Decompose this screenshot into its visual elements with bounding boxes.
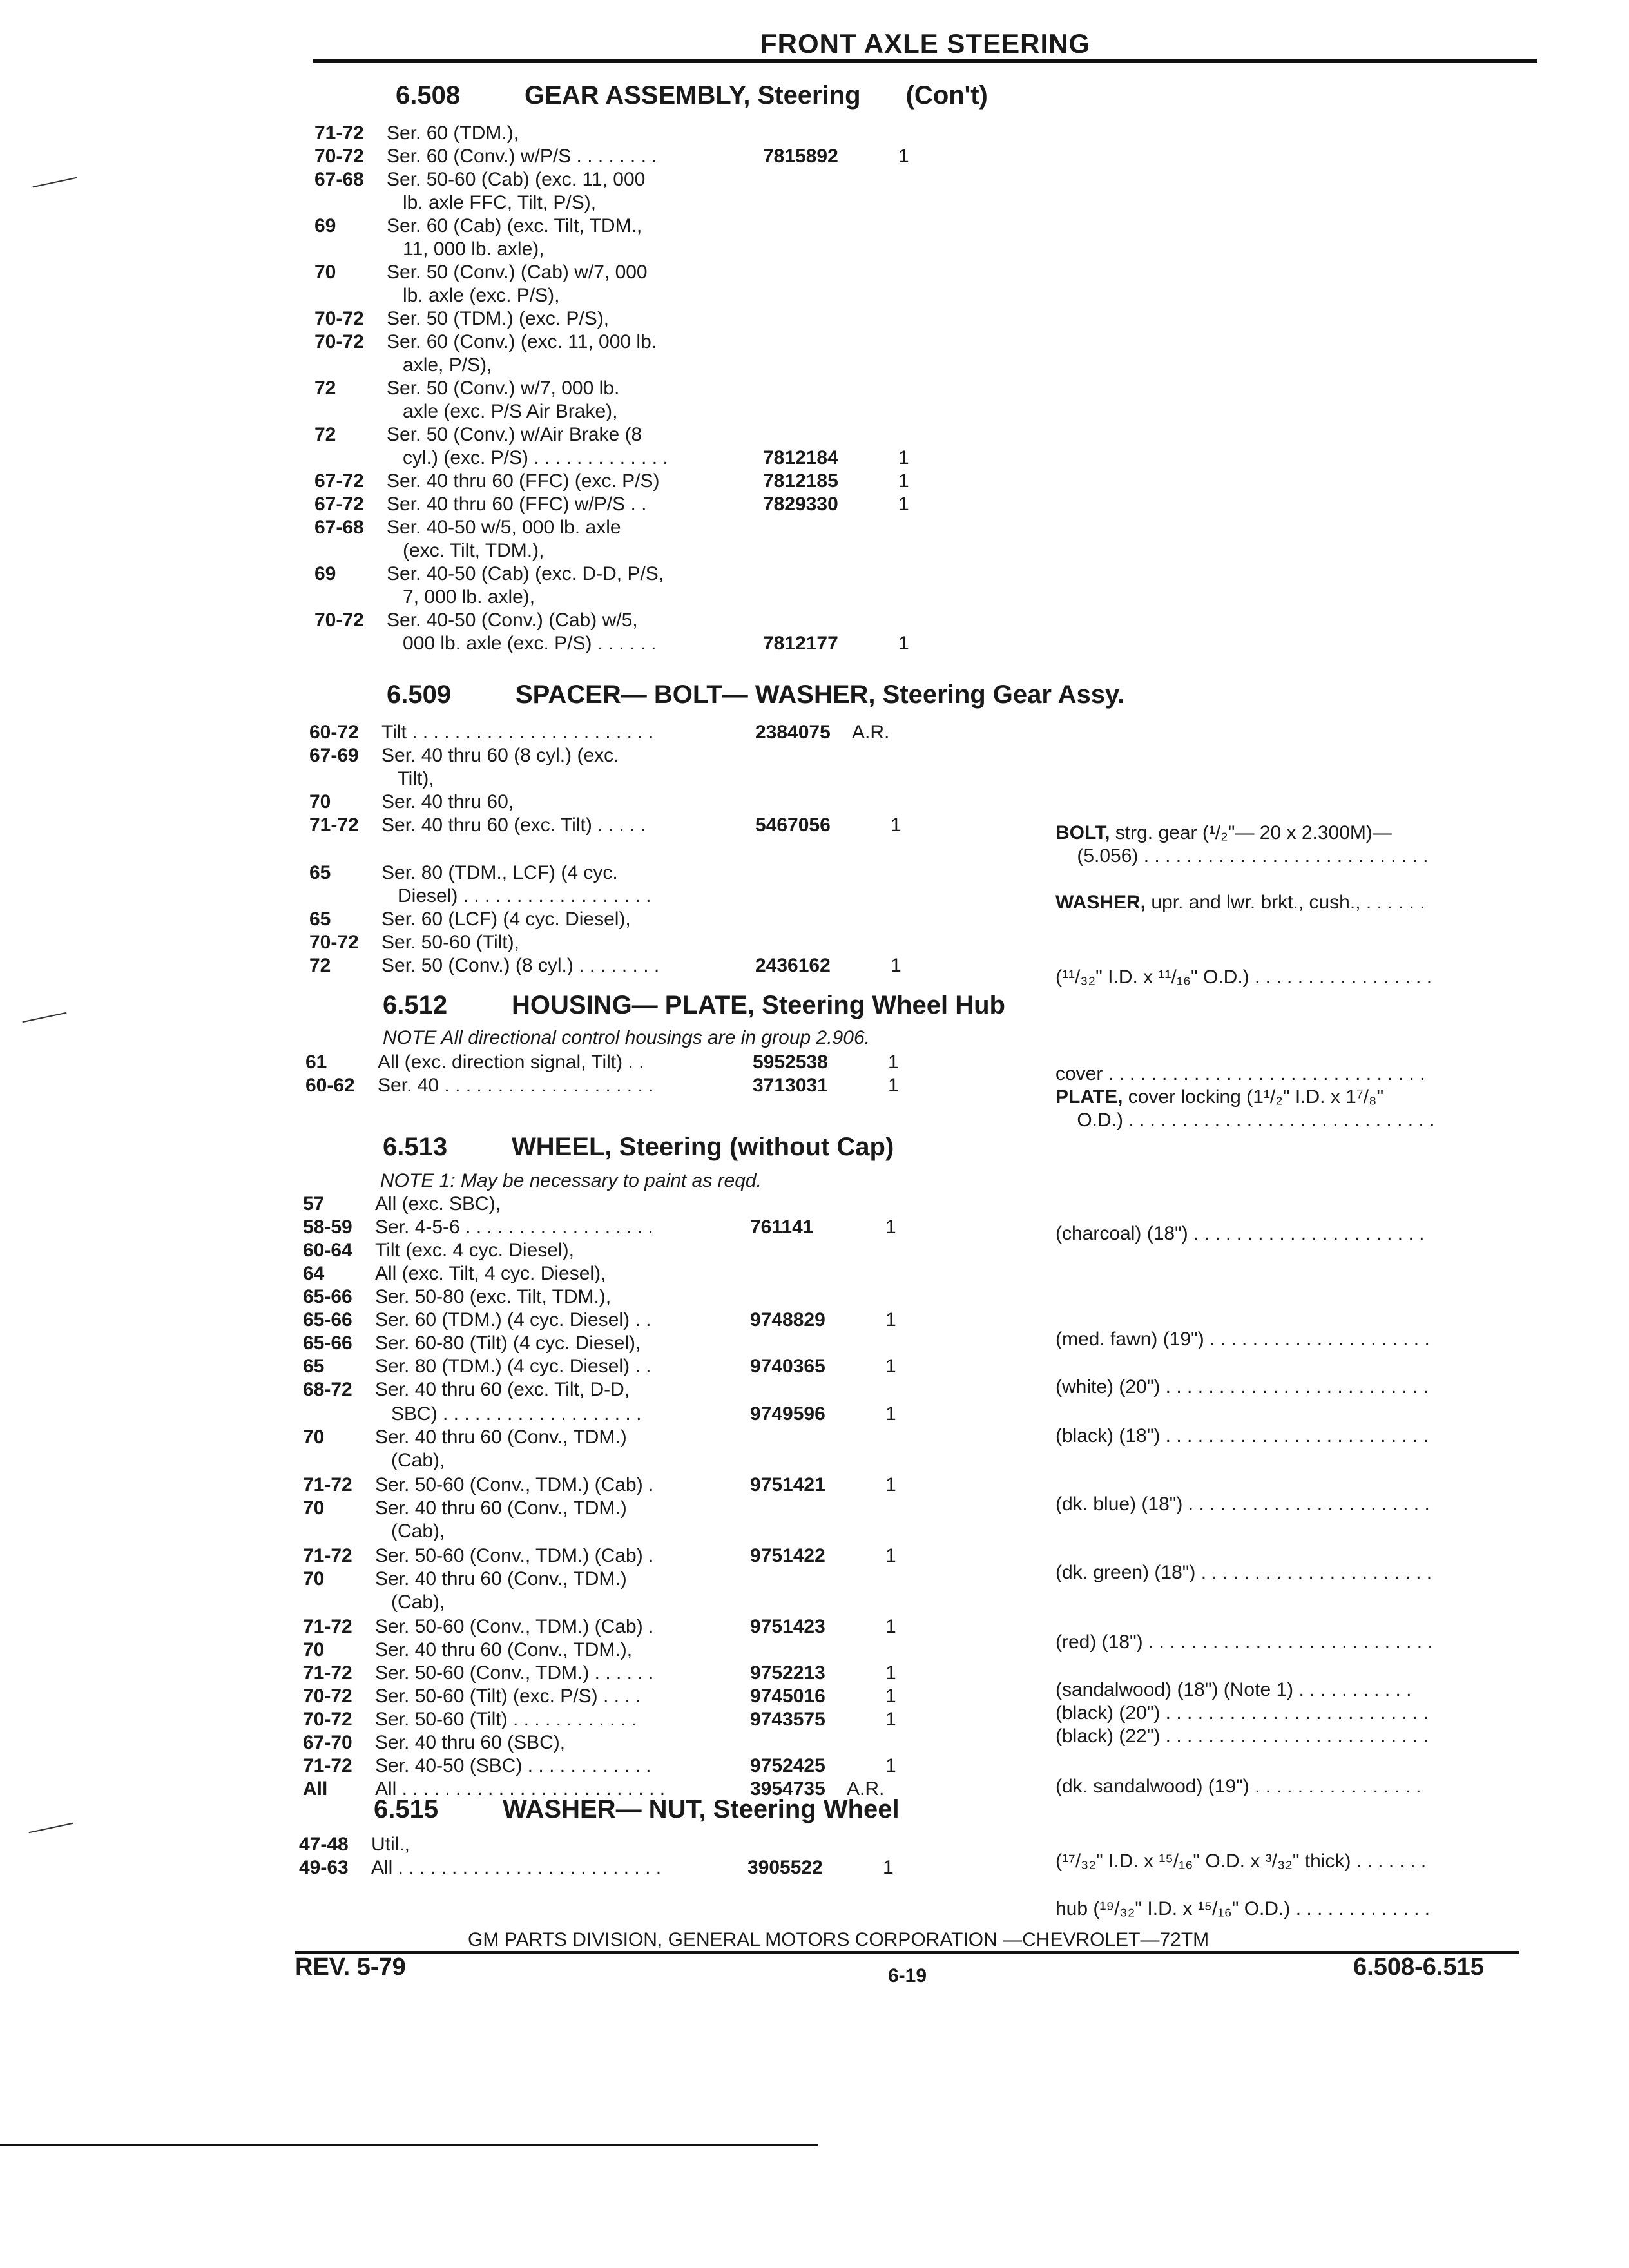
part-line bbox=[314, 586, 535, 608]
quantity: 1 bbox=[898, 470, 909, 492]
part-name: WASHER, bbox=[1055, 892, 1146, 913]
part-application: Ser. 60 (Cab) (exc. Tilt, TDM., bbox=[387, 215, 642, 236]
model-years: 69 bbox=[314, 215, 336, 236]
part-application: All (exc. SBC), bbox=[375, 1193, 501, 1215]
part-line bbox=[303, 1616, 653, 1638]
quantity: 1 bbox=[885, 1686, 896, 1707]
part-line bbox=[303, 1568, 627, 1590]
model-years: 64 bbox=[303, 1263, 325, 1284]
part-number: 3713031 bbox=[753, 1075, 828, 1096]
part-spec: strg. gear (¹/₂"— 20 x 2.300M)— bbox=[1110, 822, 1392, 843]
section-number: 6.513 bbox=[383, 1133, 448, 1161]
part-line bbox=[303, 1356, 651, 1378]
footer-division: GM PARTS DIVISION, GENERAL MOTORS CORPORATION —CHEVROLET—72TM bbox=[468, 1929, 1210, 1950]
section-title: SPACER— BOLT— WASHER, Steering Gear Assy. bbox=[516, 680, 1125, 709]
part-line bbox=[303, 1263, 606, 1285]
part-description bbox=[1055, 845, 1428, 867]
model-years: 71-72 bbox=[303, 1545, 352, 1566]
part-description bbox=[1055, 1679, 1412, 1701]
section-6-515-heading bbox=[374, 1795, 900, 1824]
quantity: 1 bbox=[885, 1545, 896, 1566]
part-line bbox=[303, 1686, 641, 1707]
model-years: 71-72 bbox=[303, 1755, 352, 1776]
part-application: Ser. 50-60 (Conv., TDM.) (Cab) . bbox=[375, 1545, 654, 1566]
part-number: 5952538 bbox=[753, 1052, 828, 1073]
model-years: 47-48 bbox=[299, 1834, 349, 1855]
part-application: (Cab), bbox=[375, 1450, 445, 1471]
part-line bbox=[314, 447, 668, 469]
part-application: All . . . . . . . . . . . . . . . . . . . . . . . . . bbox=[375, 1778, 666, 1800]
part-application: axle (exc. P/S Air Brake), bbox=[387, 401, 618, 422]
part-number: 2436162 bbox=[755, 955, 831, 976]
part-spec: (black) (18") . . . . . . . . . . . . . . . . . . . . . . . . . bbox=[1055, 1425, 1429, 1446]
part-line bbox=[314, 308, 609, 330]
part-line bbox=[303, 1497, 627, 1519]
quantity: A.R. bbox=[852, 722, 890, 743]
part-line bbox=[309, 932, 519, 954]
model-years: 65-66 bbox=[303, 1286, 352, 1307]
model-years: 69 bbox=[314, 563, 336, 584]
part-application: All (exc. Tilt, 4 cyc. Diesel), bbox=[375, 1263, 606, 1284]
quantity: 1 bbox=[885, 1403, 896, 1425]
part-line bbox=[314, 517, 621, 539]
section-number: 6.512 bbox=[383, 991, 448, 1019]
part-line bbox=[303, 1450, 445, 1472]
part-line bbox=[309, 862, 618, 884]
model-years: 70-72 bbox=[309, 932, 359, 953]
part-line bbox=[303, 1591, 445, 1613]
part-application: Ser. 50-60 (Tilt), bbox=[381, 932, 519, 953]
part-line bbox=[314, 401, 617, 423]
part-number: 2384075 bbox=[755, 722, 831, 743]
model-years: 58-59 bbox=[303, 1216, 352, 1238]
part-spec: (white) (20") . . . . . . . . . . . . . . . . . . . . . . . . . bbox=[1055, 1376, 1429, 1398]
section-6-513-heading bbox=[383, 1133, 894, 1162]
part-line bbox=[309, 885, 651, 907]
quantity: 1 bbox=[898, 633, 909, 654]
part-number: 9749596 bbox=[750, 1403, 825, 1425]
quantity: 1 bbox=[891, 814, 901, 836]
part-number: 9745016 bbox=[750, 1686, 825, 1707]
model-years: 65-66 bbox=[303, 1332, 352, 1354]
part-line bbox=[314, 494, 646, 515]
part-description bbox=[1055, 1329, 1430, 1350]
part-name: BOLT, bbox=[1055, 822, 1110, 843]
part-application: Ser. 40 thru 60 (SBC), bbox=[375, 1732, 566, 1753]
part-application: Ser. 40 thru 60 (exc. Tilt, D-D, bbox=[375, 1379, 630, 1400]
model-years: 70 bbox=[303, 1427, 325, 1448]
part-application: Ser. 40 thru 60 (8 cyl.) (exc. bbox=[381, 745, 619, 766]
part-line bbox=[303, 1521, 445, 1542]
section-6-513-note: NOTE 1: May be necessary to paint as reqd. bbox=[380, 1170, 762, 1191]
part-number: 9751422 bbox=[750, 1545, 825, 1566]
section-6-508-heading bbox=[396, 81, 988, 110]
quantity: 1 bbox=[888, 1052, 899, 1073]
part-spec: (dk. blue) (18") . . . . . . . . . . . . . . . . . . . . . . . bbox=[1055, 1494, 1430, 1515]
part-application: Ser. 60 (Conv.) (exc. 11, 000 lb. bbox=[387, 331, 657, 352]
part-application: Ser. 50 (Conv.) (Cab) w/7, 000 bbox=[387, 262, 648, 283]
part-application: Ser. 50-80 (exc. Tilt, TDM.), bbox=[375, 1286, 612, 1307]
section-number: 6.515 bbox=[374, 1795, 439, 1823]
part-application: SBC) . . . . . . . . . . . . . . . . . . . bbox=[375, 1403, 642, 1425]
part-line bbox=[314, 215, 642, 237]
page-header-title: FRONT AXLE STEERING bbox=[760, 28, 1091, 59]
part-application: Ser. 50-60 (Tilt) . . . . . . . . . . . . bbox=[375, 1709, 637, 1730]
section-title: WASHER— NUT, Steering Wheel bbox=[503, 1795, 900, 1823]
part-application: (Cab), bbox=[375, 1521, 445, 1542]
part-application: Diesel) . . . . . . . . . . . . . . . . . . bbox=[381, 885, 651, 907]
part-spec: cover locking (1¹/₂" I.D. x 1⁷/₈" bbox=[1123, 1086, 1384, 1108]
quantity: 1 bbox=[888, 1075, 899, 1096]
model-years: 71-72 bbox=[303, 1662, 352, 1684]
part-application: Ser. 50 (Conv.) w/7, 000 lb. bbox=[387, 378, 620, 399]
part-spec: (charcoal) (18") . . . . . . . . . . . . . . . . . . . . . . bbox=[1055, 1223, 1425, 1244]
part-line bbox=[314, 378, 619, 399]
part-line bbox=[314, 285, 559, 307]
model-years: 71-72 bbox=[314, 122, 364, 144]
part-number: 7812184 bbox=[763, 447, 838, 468]
part-line bbox=[303, 1474, 653, 1496]
part-line bbox=[303, 1240, 574, 1262]
section-title: HOUSING— PLATE, Steering Wheel Hub bbox=[512, 991, 1005, 1019]
part-line bbox=[303, 1545, 653, 1567]
model-years: 72 bbox=[314, 424, 336, 445]
part-application: Ser. 40 thru 60 (Conv., TDM.), bbox=[375, 1639, 633, 1660]
part-application: Ser. 80 (TDM.) (4 cyc. Diesel) . . bbox=[375, 1356, 651, 1377]
footer-section-range: 6.508-6.515 bbox=[1353, 1954, 1484, 1981]
part-description bbox=[1055, 966, 1432, 988]
part-description bbox=[1055, 822, 1392, 844]
part-application: Ser. 40 thru 60 (FFC) w/P/S . . bbox=[387, 494, 647, 515]
model-years: 60-62 bbox=[305, 1075, 355, 1096]
part-number: 7829330 bbox=[763, 494, 838, 515]
part-application: axle, P/S), bbox=[387, 354, 492, 376]
footer-page-number: 6-19 bbox=[888, 1965, 927, 1986]
model-years: 67-70 bbox=[303, 1732, 352, 1753]
part-application: Tilt (exc. 4 cyc. Diesel), bbox=[375, 1240, 574, 1261]
section-title: GEAR ASSEMBLY, Steering bbox=[525, 81, 861, 110]
part-spec: (med. fawn) (19") . . . . . . . . . . . . . . . . . . . . . bbox=[1055, 1329, 1430, 1350]
quantity: 1 bbox=[885, 1755, 896, 1776]
part-number: 9748829 bbox=[750, 1309, 825, 1331]
model-years: 67-69 bbox=[309, 745, 359, 766]
part-number: 5467056 bbox=[755, 814, 831, 836]
model-years: 70-72 bbox=[303, 1686, 352, 1707]
part-application: Ser. 60 (TDM.), bbox=[387, 122, 519, 144]
section-number: 6.508 bbox=[396, 81, 461, 110]
model-years: 67-72 bbox=[314, 470, 364, 492]
part-application: 000 lb. axle (exc. P/S) . . . . . . bbox=[387, 633, 657, 654]
part-application: All (exc. direction signal, Tilt) . . bbox=[378, 1052, 644, 1073]
part-application: Ser. 50 (Conv.) w/Air Brake (8 bbox=[387, 424, 642, 445]
part-line bbox=[309, 791, 514, 813]
part-spec: (5.056) . . . . . . . . . . . . . . . . . . . . . . . . . . . bbox=[1055, 845, 1429, 867]
part-line bbox=[309, 768, 434, 790]
part-application: (exc. Tilt, TDM.), bbox=[387, 540, 545, 561]
model-years: 71-72 bbox=[303, 1474, 352, 1495]
model-years: 70-72 bbox=[303, 1709, 352, 1730]
section-6-509-heading bbox=[387, 680, 1124, 709]
part-application: Util., bbox=[371, 1834, 410, 1855]
part-line bbox=[309, 745, 619, 767]
part-application: Ser. 40 thru 60 (Conv., TDM.) bbox=[375, 1427, 627, 1448]
quantity: 1 bbox=[885, 1616, 896, 1637]
quantity: A.R. bbox=[847, 1778, 885, 1800]
part-description bbox=[1055, 1376, 1429, 1398]
part-number: 9740365 bbox=[750, 1356, 825, 1377]
bottom-edge-rule bbox=[0, 2144, 818, 2146]
part-line bbox=[309, 908, 631, 930]
part-application: lb. axle FFC, Tilt, P/S), bbox=[387, 192, 597, 213]
part-application: Ser. 40-50 (Conv.) (Cab) w/5, bbox=[387, 610, 638, 631]
part-application: (Cab), bbox=[375, 1591, 445, 1613]
part-line bbox=[314, 146, 657, 168]
section-number: 6.509 bbox=[387, 680, 452, 709]
model-years: 70 bbox=[303, 1497, 325, 1519]
footer-revision: REV. 5-79 bbox=[295, 1954, 406, 1981]
part-description bbox=[1055, 1063, 1425, 1085]
part-description bbox=[1055, 1850, 1426, 1872]
part-line bbox=[314, 169, 645, 191]
model-years: 67-68 bbox=[314, 169, 364, 190]
part-application: Ser. 50-60 (Conv., TDM.) (Cab) . bbox=[375, 1616, 654, 1637]
part-line bbox=[314, 563, 664, 585]
model-years: 65 bbox=[309, 862, 331, 883]
model-years: 67-68 bbox=[314, 517, 364, 538]
part-spec: upr. and lwr. brkt., cush., . . . . . . bbox=[1146, 892, 1425, 913]
part-description bbox=[1055, 1776, 1422, 1798]
part-line bbox=[314, 633, 657, 655]
part-number: 7812185 bbox=[763, 470, 838, 492]
part-application: Tilt), bbox=[381, 768, 434, 789]
part-application: Ser. 40 thru 60, bbox=[381, 791, 514, 812]
part-line bbox=[305, 1075, 653, 1097]
part-application: Ser. 60 (Conv.) w/P/S . . . . . . . . bbox=[387, 146, 657, 167]
quantity: 1 bbox=[891, 955, 901, 976]
part-application: Ser. 50-60 (Cab) (exc. 11, 000 bbox=[387, 169, 646, 190]
quantity: 1 bbox=[885, 1474, 896, 1495]
part-description bbox=[1055, 1562, 1432, 1584]
part-line bbox=[309, 722, 653, 744]
part-spec: (black) (22") . . . . . . . . . . . . . . . . . . . . . . . . . bbox=[1055, 1725, 1429, 1747]
part-line bbox=[314, 122, 519, 144]
model-years: 65 bbox=[309, 908, 331, 930]
model-years: 70 bbox=[303, 1639, 325, 1660]
part-application: 11, 000 lb. axle), bbox=[387, 238, 545, 260]
part-number: 9751423 bbox=[750, 1616, 825, 1637]
part-description bbox=[1055, 1223, 1424, 1245]
footer-rule bbox=[295, 1951, 1519, 1954]
part-application: Ser. 40 thru 60 (Conv., TDM.) bbox=[375, 1497, 627, 1519]
part-spec: hub (¹⁹/₃₂" I.D. x ¹⁵/₁₆" O.D.) . . . . . . . . . . . . . bbox=[1055, 1898, 1431, 1919]
part-spec: cover . . . . . . . . . . . . . . . . . . . . . . . . . . . . . . bbox=[1055, 1063, 1425, 1084]
part-line bbox=[303, 1755, 651, 1777]
part-line bbox=[314, 610, 638, 631]
model-years: 71-72 bbox=[303, 1616, 352, 1637]
part-name: PLATE, bbox=[1055, 1086, 1123, 1108]
part-line bbox=[303, 1332, 641, 1354]
model-years: 70 bbox=[309, 791, 331, 812]
part-line bbox=[303, 1639, 632, 1661]
part-line bbox=[314, 331, 657, 353]
part-description bbox=[1055, 1086, 1383, 1108]
part-line bbox=[303, 1709, 637, 1731]
part-application: Ser. 40-50 (Cab) (exc. D-D, P/S, bbox=[387, 563, 664, 584]
part-application: Ser. 40 . . . . . . . . . . . . . . . . . . . . bbox=[378, 1075, 654, 1096]
part-line bbox=[314, 262, 648, 284]
model-years: 72 bbox=[309, 955, 331, 976]
part-application: Ser. 50-60 (Conv., TDM.) . . . . . . bbox=[375, 1662, 654, 1684]
part-spec: (dk. green) (18") . . . . . . . . . . . . . . . . . . . . . . bbox=[1055, 1562, 1432, 1583]
part-number: 7812177 bbox=[763, 633, 838, 654]
part-line bbox=[314, 540, 544, 562]
part-application: Ser. 40-50 w/5, 000 lb. axle bbox=[387, 517, 621, 538]
part-line bbox=[303, 1216, 653, 1238]
model-years: 60-64 bbox=[303, 1240, 352, 1261]
quantity: 1 bbox=[885, 1216, 896, 1238]
section-suffix: (Con't) bbox=[905, 81, 988, 110]
model-years: 65-66 bbox=[303, 1309, 352, 1331]
model-years: 65 bbox=[303, 1356, 325, 1377]
part-spec: (¹¹/₃₂" I.D. x ¹¹/₁₆" O.D.) . . . . . . . . . . . . . . . . . bbox=[1055, 966, 1432, 988]
model-years: 70 bbox=[314, 262, 336, 283]
section-6-512-heading bbox=[383, 991, 1005, 1020]
part-line bbox=[305, 1052, 644, 1073]
quantity: 1 bbox=[898, 494, 909, 515]
part-line bbox=[303, 1403, 641, 1425]
part-description bbox=[1055, 1494, 1430, 1515]
part-line bbox=[314, 192, 596, 214]
section-6-512-note: NOTE All directional control housings are in group 2.906. bbox=[383, 1027, 870, 1048]
part-number: 3905522 bbox=[747, 1857, 823, 1878]
model-years: 71-72 bbox=[309, 814, 359, 836]
part-description bbox=[1055, 1702, 1429, 1724]
part-number: 9751421 bbox=[750, 1474, 825, 1495]
part-description bbox=[1055, 892, 1425, 914]
part-application: Ser. 40-50 (SBC) . . . . . . . . . . . . bbox=[375, 1755, 651, 1776]
part-number: 9743575 bbox=[750, 1709, 825, 1730]
part-line bbox=[303, 1286, 611, 1308]
part-line bbox=[309, 955, 659, 977]
part-application: Ser. 60-80 (Tilt) (4 cyc. Diesel), bbox=[375, 1332, 641, 1354]
part-line bbox=[314, 424, 642, 446]
part-line bbox=[299, 1857, 661, 1879]
part-spec: (¹⁷/₃₂" I.D. x ¹⁵/₁₆" O.D. x ³/₃₂" thick) . . . . . . . bbox=[1055, 1850, 1427, 1872]
part-application: Ser. 40 thru 60 (Conv., TDM.) bbox=[375, 1568, 627, 1590]
part-line bbox=[303, 1193, 501, 1215]
part-description bbox=[1055, 1898, 1430, 1920]
part-application: Ser. 60 (LCF) (4 cyc. Diesel), bbox=[381, 908, 631, 930]
section-title: WHEEL, Steering (without Cap) bbox=[512, 1133, 894, 1161]
part-description bbox=[1055, 1425, 1429, 1447]
model-years: 57 bbox=[303, 1193, 325, 1215]
part-spec: (black) (20") . . . . . . . . . . . . . . . . . . . . . . . . . bbox=[1055, 1702, 1429, 1724]
part-spec: (dk. sandalwood) (19") . . . . . . . . . . . . . . . . bbox=[1055, 1776, 1422, 1797]
model-years: 72 bbox=[314, 378, 336, 399]
part-application: Ser. 60 (TDM.) (4 cyc. Diesel) . . bbox=[375, 1309, 651, 1331]
part-number: 7815892 bbox=[763, 146, 838, 167]
part-number: 9752213 bbox=[750, 1662, 825, 1684]
part-line bbox=[303, 1379, 630, 1401]
quantity: 1 bbox=[898, 447, 909, 468]
part-number: 3954735 bbox=[750, 1778, 825, 1800]
part-description bbox=[1055, 1110, 1434, 1131]
part-line bbox=[303, 1662, 653, 1684]
part-application: Ser. 40 thru 60 (FFC) (exc. P/S) bbox=[387, 470, 660, 492]
part-description bbox=[1055, 1725, 1429, 1747]
model-years: 70-72 bbox=[314, 610, 364, 631]
quantity: 1 bbox=[898, 146, 909, 167]
part-line bbox=[303, 1427, 627, 1448]
part-line bbox=[299, 1834, 410, 1856]
part-application: cyl.) (exc. P/S) . . . . . . . . . . . . . bbox=[387, 447, 668, 468]
part-line bbox=[314, 354, 492, 376]
part-application: Ser. 40 thru 60 (exc. Tilt) . . . . . bbox=[381, 814, 646, 836]
header-rule bbox=[313, 59, 1537, 63]
part-application: Ser. 50 (Conv.) (8 cyl.) . . . . . . . . bbox=[381, 955, 660, 976]
binder-mark bbox=[33, 177, 77, 188]
part-application: Ser. 50-60 (Tilt) (exc. P/S) . . . . bbox=[375, 1686, 641, 1707]
part-line bbox=[314, 470, 659, 492]
quantity: 1 bbox=[885, 1356, 896, 1377]
part-application: All . . . . . . . . . . . . . . . . . . . . . . . . . bbox=[371, 1857, 662, 1878]
part-line bbox=[303, 1309, 651, 1331]
model-years: All bbox=[303, 1778, 328, 1800]
model-years: 70-72 bbox=[314, 308, 364, 329]
quantity: 1 bbox=[883, 1857, 894, 1878]
quantity: 1 bbox=[885, 1709, 896, 1730]
part-number: 9752425 bbox=[750, 1755, 825, 1776]
part-spec: (red) (18") . . . . . . . . . . . . . . . . . . . . . . . . . . . bbox=[1055, 1631, 1433, 1653]
model-years: 70-72 bbox=[314, 146, 364, 167]
model-years: 70-72 bbox=[314, 331, 364, 352]
model-years: 68-72 bbox=[303, 1379, 352, 1400]
part-line bbox=[303, 1732, 565, 1754]
model-years: 49-63 bbox=[299, 1857, 349, 1878]
part-application: Tilt . . . . . . . . . . . . . . . . . . . . . . . bbox=[381, 722, 654, 743]
part-application: Ser. 50-60 (Conv., TDM.) (Cab) . bbox=[375, 1474, 654, 1495]
part-spec: (sandalwood) (18") (Note 1) . . . . . . . . . . . bbox=[1055, 1679, 1412, 1700]
binder-mark bbox=[23, 1012, 67, 1023]
part-description bbox=[1055, 1631, 1433, 1653]
part-number: 761141 bbox=[750, 1216, 814, 1238]
part-spec: O.D.) . . . . . . . . . . . . . . . . . . . . . . . . . . . . . bbox=[1055, 1110, 1435, 1131]
model-years: 61 bbox=[305, 1052, 327, 1073]
part-application: Ser. 80 (TDM., LCF) (4 cyc. bbox=[381, 862, 618, 883]
part-line bbox=[309, 814, 646, 836]
part-application: Ser. 4-5-6 . . . . . . . . . . . . . . . . . . bbox=[375, 1216, 653, 1238]
part-line bbox=[314, 238, 545, 260]
part-application: Ser. 50 (TDM.) (exc. P/S), bbox=[387, 308, 610, 329]
model-years: 67-72 bbox=[314, 494, 364, 515]
binder-mark bbox=[29, 1823, 73, 1834]
part-application: 7, 000 lb. axle), bbox=[387, 586, 535, 608]
part-application: lb. axle (exc. P/S), bbox=[387, 285, 560, 306]
model-years: 60-72 bbox=[309, 722, 359, 743]
quantity: 1 bbox=[885, 1662, 896, 1684]
quantity: 1 bbox=[885, 1309, 896, 1331]
model-years: 70 bbox=[303, 1568, 325, 1590]
